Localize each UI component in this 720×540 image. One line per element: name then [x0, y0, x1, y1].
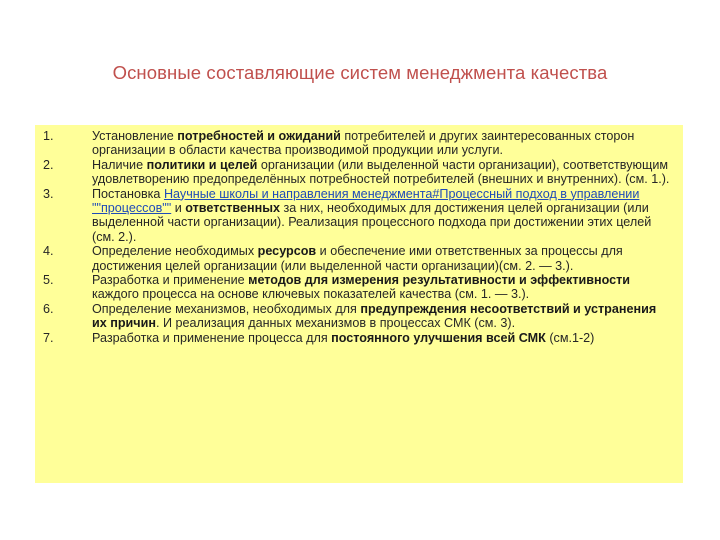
list-item-text	[92, 129, 673, 158]
list-item-text	[92, 187, 673, 245]
plain-text: Определение необходимых	[92, 244, 258, 259]
list-item	[35, 187, 683, 245]
list-item-number: 4.	[43, 244, 54, 259]
bold-text: политики и целей	[146, 157, 258, 172]
list-item	[35, 158, 683, 187]
plain-text: Наличие	[92, 157, 147, 172]
plain-text: Постановка	[92, 186, 164, 201]
list-item	[35, 129, 683, 158]
bold-text: ответственных	[185, 201, 280, 216]
list-item	[35, 273, 683, 302]
content-panel	[35, 125, 683, 483]
bold-text: методов для измерения результативности и эффективности	[248, 273, 631, 288]
numbered-list	[35, 129, 683, 345]
list-item-text	[92, 331, 673, 345]
list-item-number: 5.	[43, 273, 54, 288]
plain-text: и обеспечение ими ответственных за процессы для достижения целей организации (или выделенной части организации)(см. 2. — 3.).	[92, 244, 623, 273]
bold-text: ресурсов	[257, 244, 317, 259]
plain-text: Разработка и применение	[92, 273, 249, 288]
list-item-number: 1.	[43, 129, 54, 143]
list-item-number: 2.	[43, 157, 54, 172]
list-item-text	[92, 244, 673, 273]
plain-text: за них, необходимых для достижения целей организации (или выделенной части организации). Реализация процессного подхода при достижении этих целей (см. 2.).	[92, 201, 652, 244]
list-item-number: 7.	[43, 330, 54, 345]
list-item-text	[92, 273, 673, 302]
plain-text: каждого процесса на основе ключевых показателей качества (см. 1. — 3.).	[92, 287, 530, 302]
list-item	[35, 331, 683, 345]
plain-text: организации (или выделенной части организации), соответствующим удовлетворению предопределённых потребностей потребителей (внешних и внутренних). (см. 1.).	[92, 157, 670, 187]
list-item-number: 3.	[43, 186, 54, 201]
bold-text: потребностей и ожиданий	[177, 129, 341, 143]
plain-text: (см.1-2)	[545, 330, 595, 345]
list-item-number: 6.	[43, 301, 54, 316]
plain-text: Разработка и применение процесса для	[92, 330, 332, 345]
plain-text: потребителей и других заинтересованных сторон организации в области качества производимой продукции или услуги.	[92, 129, 635, 158]
slide-title: Основные составляющие систем менеджмента качества	[112, 62, 608, 83]
hyperlink[interactable]: Научные школы и направления менеджмента#Процессный подход в управлении ""процессов""	[92, 186, 640, 216]
list-item	[35, 302, 683, 331]
bold-text: предупреждения несоответствий и устранения их причин	[92, 301, 657, 331]
list-item-text	[92, 158, 673, 187]
plain-text: и	[171, 201, 186, 216]
bold-text: постоянного улучшения всей СМК	[331, 330, 546, 345]
list-item	[35, 244, 683, 273]
list-item-text	[92, 302, 673, 331]
plain-text: . И реализация данных механизмов в процессах СМК (см. 3).	[155, 316, 516, 331]
plain-text: Установление	[92, 129, 178, 143]
plain-text: Определение механизмов, необходимых для	[92, 301, 361, 316]
